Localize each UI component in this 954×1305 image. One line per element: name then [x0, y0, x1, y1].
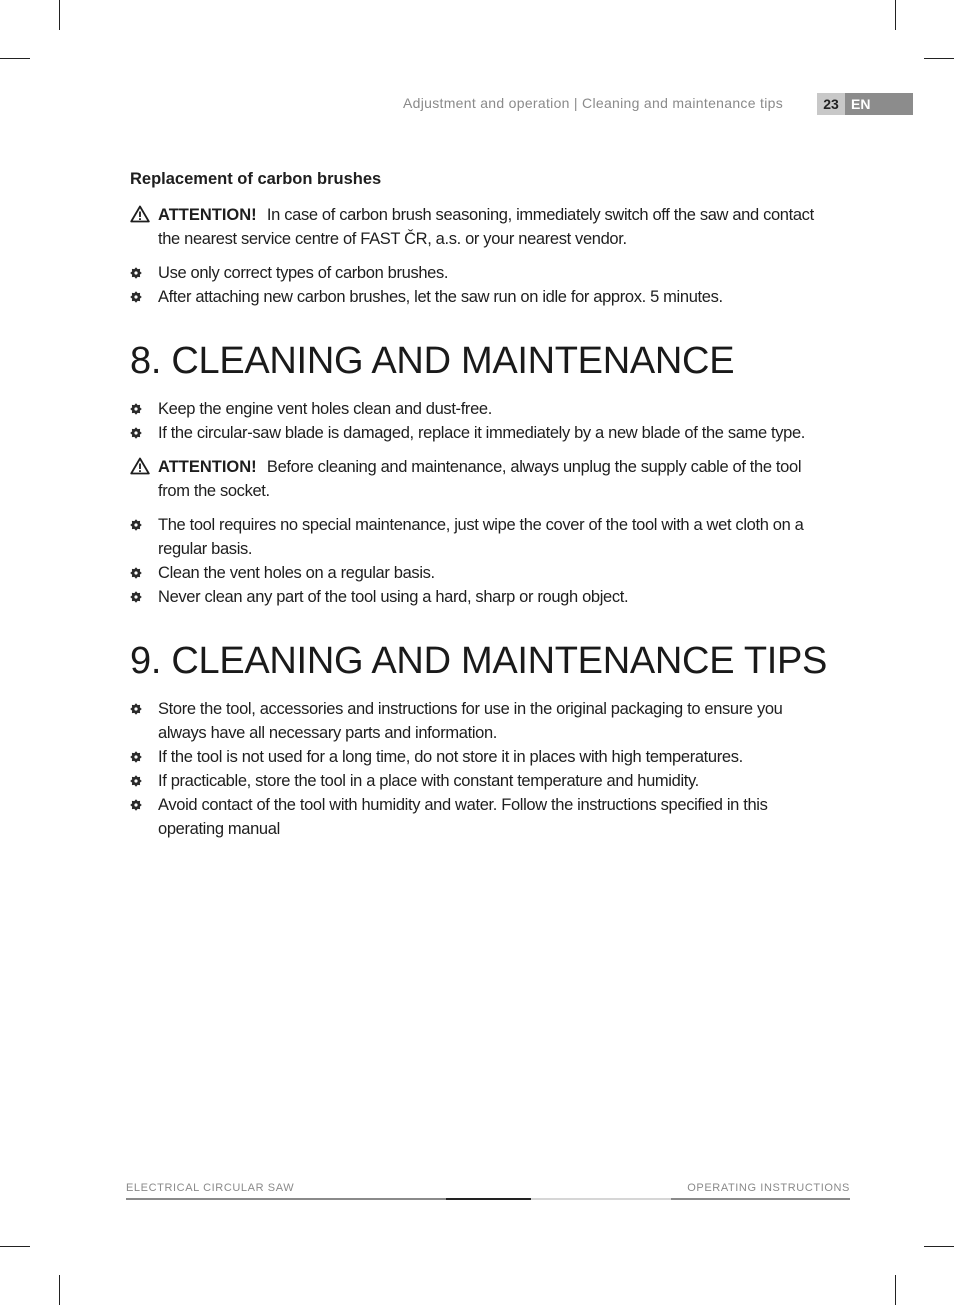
gear-bullet-icon [130, 403, 142, 415]
footer-rule [671, 1198, 850, 1200]
gear-bullet-icon [130, 427, 142, 439]
crop-mark [59, 1275, 60, 1305]
section-8-title: 8. CLEANING AND MAINTENANCE [130, 340, 735, 382]
attention-label: ATTENTION! [158, 206, 257, 224]
carbon-bullet-list [130, 261, 830, 309]
gear-bullet-icon [130, 519, 142, 531]
gear-bullet-icon [130, 799, 142, 811]
gear-bullet-icon [130, 267, 142, 279]
list-item [130, 421, 830, 445]
gear-bullet-icon [130, 291, 142, 303]
crop-mark [895, 1275, 896, 1305]
list-item-text: Keep the engine vent holes clean and dust-free. [158, 400, 492, 418]
section-9-bullet-list [130, 697, 830, 841]
attention-label: ATTENTION! [158, 458, 257, 476]
section-8-bullet-list [130, 397, 830, 445]
list-item-text: The tool requires no special maintenance, just wipe the cover of the tool with a wet cloth on a regular basis. [158, 516, 804, 558]
warning-triangle-icon [130, 457, 150, 475]
language-label: EN [845, 93, 913, 115]
carbon-brushes-heading: Replacement of carbon brushes [130, 170, 382, 188]
gear-bullet-icon [130, 703, 142, 715]
crop-mark [924, 1246, 954, 1247]
attention-text: In case of carbon brush seasoning, immediately switch off the saw and contact the nearest service centre of FAST ČR, a.s. or your nearest vendor. [158, 206, 814, 248]
list-item [130, 697, 830, 745]
page-content [130, 170, 830, 841]
list-item [130, 769, 830, 793]
gear-bullet-icon [130, 591, 142, 603]
list-item-text: After attaching new carbon brushes, let the saw run on idle for approx. 5 minutes. [158, 288, 723, 306]
running-header: Adjustment and operation | Cleaning and maintenance tips [402, 95, 783, 111]
gear-bullet-icon [130, 751, 142, 763]
gear-bullet-icon [130, 567, 142, 579]
list-item [130, 793, 830, 841]
list-item-text: Use only correct types of carbon brushes. [158, 264, 449, 282]
footer-doc-type: OPERATING INSTRUCTIONS [687, 1182, 850, 1194]
list-item [130, 513, 830, 561]
page-tab [817, 93, 913, 115]
list-item-text: Avoid contact of the tool with humidity and water. Follow the instructions specified in this operating manual [158, 796, 768, 838]
list-item [130, 561, 830, 585]
list-item [130, 745, 830, 769]
crop-mark [895, 0, 896, 30]
footer-product: ELECTRICAL CIRCULAR SAW [126, 1182, 295, 1194]
attention-note [130, 203, 830, 251]
section-9-title: 9. CLEANING AND MAINTENANCE TIPS [130, 640, 828, 682]
footer-rule [446, 1198, 531, 1200]
list-item-text: If the circular-saw blade is damaged, replace it immediately by a new blade of the same type. [158, 424, 806, 442]
footer-rule [126, 1198, 446, 1200]
list-item [130, 285, 830, 309]
list-item [130, 261, 830, 285]
list-item [130, 585, 830, 609]
list-item-text: If practicable, store the tool in a place with constant temperature and humidity. [158, 772, 699, 790]
attention-note [130, 455, 830, 503]
crop-mark [0, 1246, 30, 1247]
crop-mark [59, 0, 60, 30]
page-number: 23 [817, 93, 845, 115]
list-item [130, 397, 830, 421]
crop-mark [924, 58, 954, 59]
footer-rule [531, 1198, 671, 1200]
section-8-bullet-list [130, 513, 830, 609]
warning-triangle-icon [130, 205, 150, 223]
list-item-text: Never clean any part of the tool using a hard, sharp or rough object. [158, 588, 629, 606]
gear-bullet-icon [130, 775, 142, 787]
list-item-text: Clean the vent holes on a regular basis. [158, 564, 435, 582]
crop-mark [0, 58, 30, 59]
list-item-text: If the tool is not used for a long time, do not store it in places with high temperatures. [158, 748, 743, 766]
list-item-text: Store the tool, accessories and instructions for use in the original packaging to ensure you always have all necessary parts and information. [158, 700, 783, 742]
attention-text: Before cleaning and maintenance, always unplug the supply cable of the tool from the socket. [158, 458, 802, 500]
